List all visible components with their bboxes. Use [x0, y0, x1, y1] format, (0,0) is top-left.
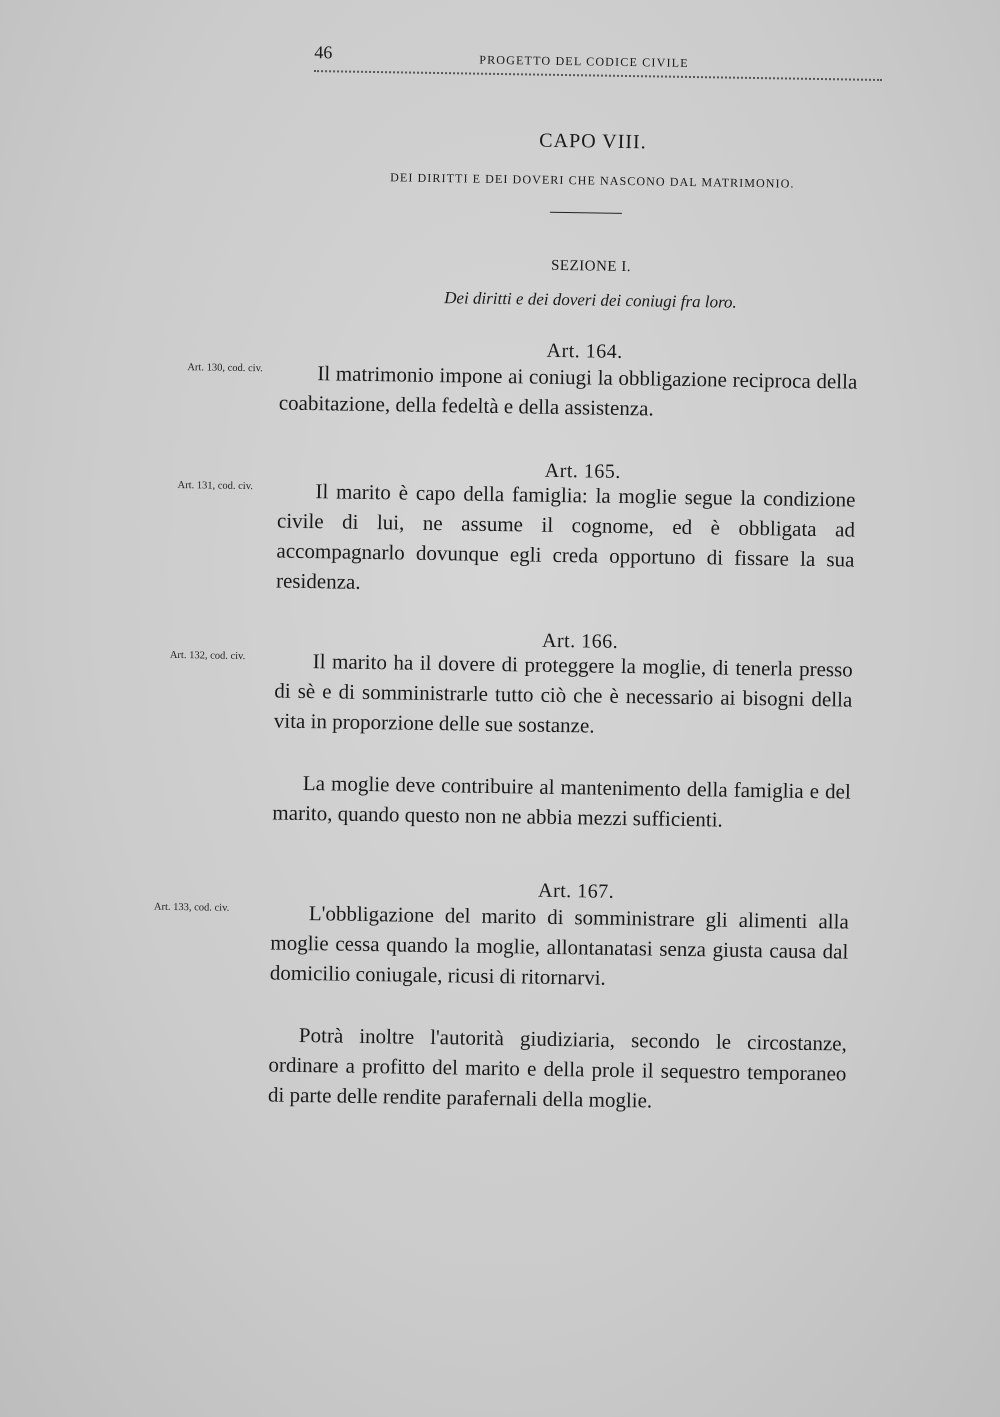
header-rule: [314, 70, 882, 81]
article-reference-166: Art. 132, cod. civ.: [169, 649, 246, 663]
chapter-title: CAPO VIII.: [539, 129, 647, 154]
article-165-paragraph-1: Il marito è capo della famiglia: la moglie segue la condizione civile di lui, ne assume il cognome, ed è obbligata ad accompagnarlo dovunque egli creda opportuno di fissare la sua residenza.: [275, 479, 856, 594]
article-heading-165: Art. 165.: [544, 459, 622, 483]
article-reference-165: Art. 131, cod. civ.: [177, 479, 254, 493]
section-subtitle: Dei diritti e dei doveri dei coniugi fra loro.: [444, 288, 737, 312]
page-header: [314, 42, 885, 93]
article-reference-167: Art. 133, cod. civ.: [153, 901, 230, 914]
article-167-paragraph-2: Potrà inoltre l'autorità giudiziaria, secondo le circostanze, ordinare a profitto del marito e della prole il sequestro temporaneo di parte delle rendite parafernali della moglie.: [267, 1022, 848, 1113]
chapter-divider: [550, 212, 622, 214]
article-167-paragraph-1: L'obbligazione del marito di somministrare gli alimenti alla moglie cessa quando la moglie, allontanatasi senza giusta causa dal domicilio coniugale, ricusi di ritornarvi.: [269, 901, 849, 990]
chapter-subtitle: DEI DIRITTI E DEI DOVERI CHE NASCONO DAL MATRIMONIO.: [390, 170, 795, 191]
running-title: PROGETTO DEL CODICE CIVILE: [479, 52, 689, 70]
article-reference-164: Art. 130, cod. civ.: [187, 362, 263, 375]
article-164-paragraph-1: Il matrimonio impone ai coniugi la obbligazione reciproca della coabitazione, della fedeltà e della assistenza.: [278, 361, 858, 421]
article-166-paragraph-2: La moglie deve contribuire al mantenimento della famiglia e del marito, quando questo non ne abbia mezzi sufficienti.: [272, 770, 852, 832]
article-heading-167: Art. 167.: [537, 879, 615, 903]
page-number: 46: [314, 42, 333, 63]
article-heading-164: Art. 164.: [546, 339, 623, 363]
section-title: SEZIONE I.: [550, 257, 632, 276]
article-heading-166: Art. 166.: [541, 629, 619, 653]
article-166-paragraph-1: Il marito ha il dovere di proteggere la moglie, di tenerla presso di sè e di somministrarle tutto ciò che è necessario ai bisogni della vita in proporzione delle sue sostanze.: [273, 649, 853, 738]
